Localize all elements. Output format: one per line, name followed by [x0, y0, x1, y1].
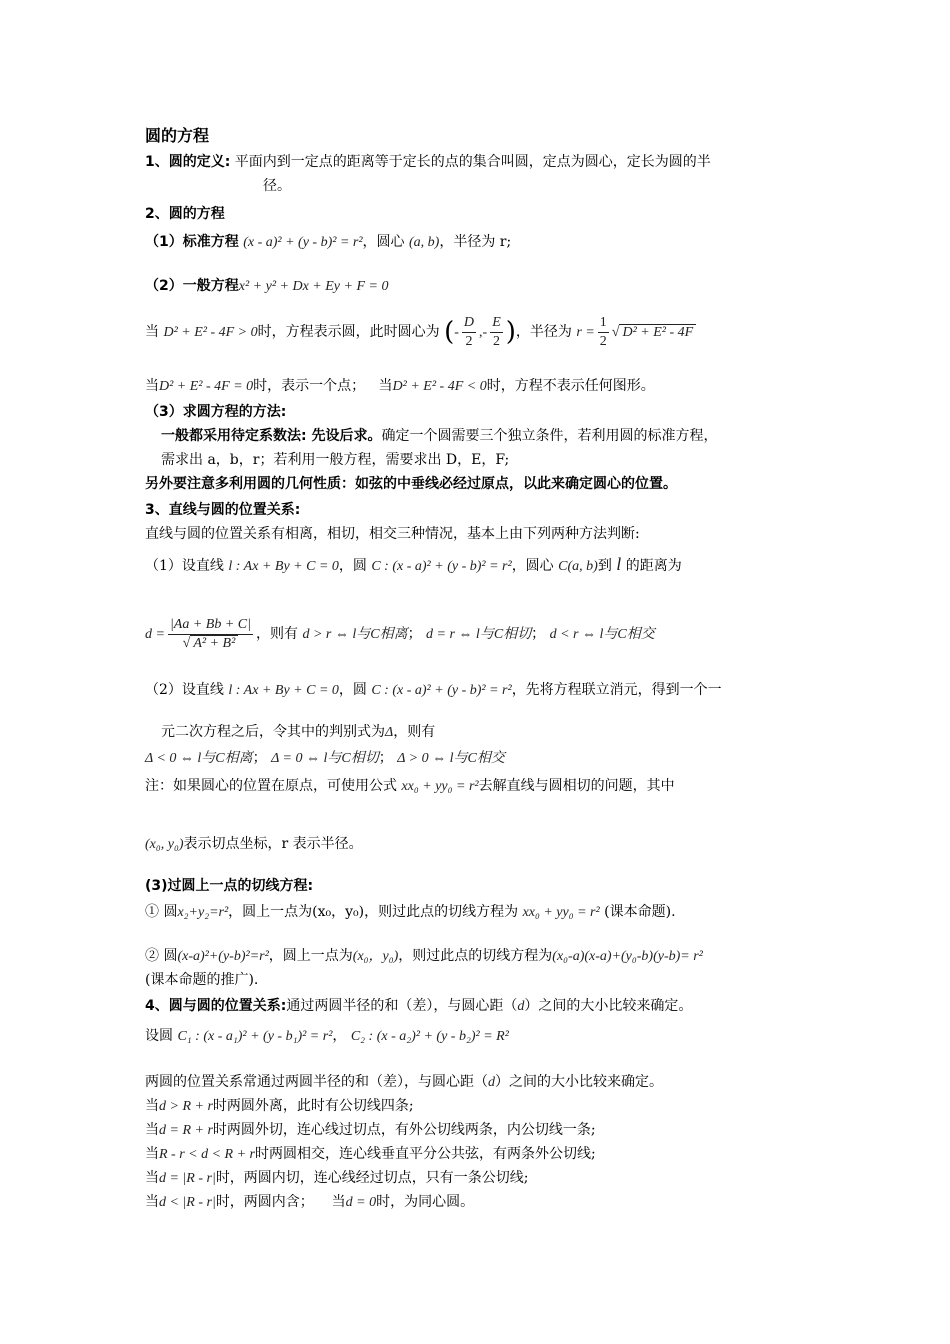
relation-paragraph-text: 两圆的位置关系常通过两圆半径的和（差），与圆心距（	[145, 1074, 488, 1090]
circle-equation: C : (x - a)² + (y - b)² = r²	[371, 559, 512, 574]
case-6-cond: d = 0	[345, 1195, 377, 1210]
definition-text-cont: 径。	[263, 178, 291, 194]
center-label-2: ，圆心	[511, 558, 554, 574]
discriminant-relations	[145, 748, 505, 769]
method-line	[161, 426, 717, 446]
case-internal-tangent	[145, 1168, 529, 1189]
frac-half	[598, 314, 609, 351]
tangent-2-circle: (x-a)²+(y-b)²=r²	[177, 949, 269, 964]
then-label-2: ，则有	[393, 724, 436, 740]
semi-5: ，	[332, 1028, 347, 1044]
case-separate	[145, 1096, 414, 1117]
discriminant-text: 元二次方程之后，令其中的判别式为	[161, 724, 385, 740]
paren-right: )	[505, 317, 516, 347]
tangent-1-equation: xx₀ + yy₀ = r²	[522, 905, 600, 920]
case-when: 当	[145, 1170, 159, 1186]
distance-label: 的距离为	[625, 558, 682, 574]
case-contained	[145, 1192, 474, 1213]
distance-den-sqrt: A² + B²	[190, 635, 238, 651]
tangent-2-point: (x₀，y₀)	[352, 949, 399, 964]
distance-den: √ A² + B²	[168, 635, 253, 653]
tangent-2-text-2: ，则过此点的切线方程为	[398, 948, 553, 964]
tangent-2-text: ，圆上一点为	[268, 948, 353, 964]
case-3-text: 时两圆相交，连心线垂直平分公共弦，有两条外公切线;	[255, 1146, 596, 1162]
method-2-text-cont	[161, 722, 435, 743]
relation-paragraph-d: d	[488, 1075, 495, 1090]
standard-equation-line	[145, 232, 511, 253]
case-2-cond: d = R + r	[159, 1123, 213, 1138]
circle-label-3: ，圆	[338, 682, 367, 698]
tangent-1-note: (课本命题).	[604, 904, 676, 920]
to-label: 到	[597, 558, 612, 574]
center-sep: ,-	[479, 325, 488, 340]
section-4-d: d	[517, 999, 525, 1014]
frac-d-den: 2	[465, 333, 473, 349]
method-1-line	[145, 554, 682, 577]
distance-formula-line	[145, 612, 655, 657]
half-num: 1	[598, 314, 609, 333]
case-1-text: 时两圆外离，此时有公切线四条;	[212, 1098, 414, 1114]
method-bold: 一般都采用待定系数法: 先设后求。	[161, 428, 382, 444]
geometry-note: 另外要注意多利用圆的几何性质：如弦的中垂线必经过原点，以此来确定圆心的位置。	[145, 476, 677, 492]
method-text-cont: 需求出 a，b，r；若利用一般方程，需要求出 D，E，F;	[161, 452, 510, 468]
case-1-cond: d > R + r	[159, 1099, 213, 1114]
section-1-heading: 1、圆的定义:	[145, 154, 231, 170]
case-when: 当	[331, 1194, 346, 1210]
case-when: 当	[145, 1146, 159, 1162]
section-3-heading: 3、直线与圆的位置关系:	[145, 502, 301, 518]
case-when: 当	[145, 1194, 159, 1210]
tangent-1-line	[145, 902, 676, 923]
tangent-2-equation: (x₀-a)(x-a)+(y₀-b)(y-b)= r²	[552, 949, 703, 964]
tangent-2-line	[145, 946, 703, 967]
case-4-cond: d = |R - r|	[159, 1171, 216, 1186]
case-4-text: 时，两圆内切，连心线经过切点，只有一条公切线;	[215, 1170, 529, 1186]
case-2-text: 时两圆外切，连心线过切点，有外公切线两条，内公切线一条;	[212, 1122, 596, 1138]
distance-num: |Aa + Bb + C|	[168, 616, 253, 635]
delta-symbol: Δ	[385, 725, 394, 740]
semi-3: ；	[252, 750, 267, 766]
delta-negative: Δ < 0 ⇔ l与C相离	[145, 751, 253, 766]
note-text-post: 去解直线与圆相切的问题，其中	[478, 778, 675, 794]
paren-left: (	[444, 317, 455, 347]
relation-paragraph	[145, 1072, 663, 1093]
line-equation-2: l : Ax + By + C = 0	[228, 683, 339, 698]
then-label: ，则有	[256, 626, 298, 642]
section-4-text-2: ）之间的大小比较来确定。	[524, 998, 693, 1014]
method-2-label: （2）设直线	[145, 682, 224, 698]
circle-c1: C₁ : (x - a₁)² + (y - b₁)² = r²	[177, 1029, 333, 1044]
definition-line	[145, 152, 711, 172]
half-den: 2	[599, 333, 607, 349]
case-6-text: 时，为同心圆。	[376, 1194, 475, 1210]
semi-1: ；	[407, 626, 422, 642]
case-5-text: 时，两圆内含；	[215, 1194, 314, 1210]
method-2-text: ，先将方程联立消元，得到一个一	[511, 682, 722, 698]
general-equation: x² + y² + Dx + Ey + F = 0	[238, 279, 389, 294]
condition-zero: D² + E² - 4F = 0	[159, 379, 254, 394]
line-equation: l : Ax + By + C = 0	[228, 559, 339, 574]
tangent-2-note: (课本命题的推广).	[145, 972, 259, 988]
general-label: （2）一般方程	[145, 278, 239, 294]
condition-negative-text: 时，方程不表示任何图形。	[486, 378, 655, 394]
note-line	[145, 776, 675, 797]
section-4-text: 通过两圆半径的和（差），与圆心距（	[286, 998, 518, 1014]
frac-d-num: D	[462, 314, 476, 333]
frac-e-den: 2	[492, 333, 500, 349]
method-heading: （3）求圆方程的方法:	[145, 404, 287, 420]
standard-equation: (x - a)² + (y - b)² = r²	[243, 235, 363, 250]
case-when: 当	[145, 1098, 159, 1114]
condition-point-line	[145, 376, 655, 397]
standard-label: （1）标准方程	[145, 234, 239, 250]
method-text: 确定一个圆需要三个独立条件，若利用圆的标准方程，	[381, 428, 718, 444]
case-when: 当	[145, 1122, 159, 1138]
tangent-1-circle: x₂+y₂=r²	[177, 905, 229, 920]
tangent-heading: (3)过圆上一点的切线方程:	[145, 878, 314, 894]
section-4-heading: 4、圆与圆的位置关系:	[145, 998, 287, 1014]
semi-2: ；	[531, 626, 546, 642]
center-label: ，圆心	[362, 234, 405, 250]
circles-definition-line	[145, 1026, 509, 1047]
relation-separate: d > r ⇔ l与C相离	[302, 627, 408, 642]
method-1-label: （1）设直线	[145, 558, 224, 574]
when-label: 当	[145, 324, 159, 340]
neg-sign: -	[454, 325, 459, 340]
frac-e-num: E	[490, 314, 503, 333]
circle-c2: C₂ : (x - a₂)² + (y - b₂)² = R²	[350, 1029, 509, 1044]
page-title: 圆的方程	[145, 126, 210, 145]
case-intersect	[145, 1144, 596, 1165]
semi-4: ；	[378, 750, 393, 766]
center-value: (a, b)	[409, 235, 440, 250]
relation-tangent: d = r ⇔ l与C相切	[426, 627, 532, 642]
section-2-heading: 2、圆的方程	[145, 206, 225, 222]
when-label-3: 当	[378, 378, 393, 394]
line-l: l	[616, 554, 622, 574]
condition-positive: D² + E² - 4F > 0	[163, 325, 258, 340]
center-c: C(a, b)	[558, 559, 598, 574]
delta-positive: Δ > 0 ⇔ l与C相交	[397, 751, 505, 766]
sqrt-sign: √	[611, 325, 620, 340]
circle-equation-2: C : (x - a)² + (y - b)² = r²	[371, 683, 512, 698]
note-formula: xx₀ + yy₀ = r²	[401, 779, 479, 794]
frac-d	[462, 314, 476, 351]
relation-intersect: d < r ⇔ l与C相交	[549, 627, 655, 642]
case-external-tangent	[145, 1120, 596, 1141]
radius-r: r =	[576, 325, 595, 340]
circle-label: ，圆	[338, 558, 367, 574]
section-4-line	[145, 996, 692, 1017]
section-3-intro: 直线与圆的位置关系有相离，相切，相交三种情况，基本上由下列两种方法判断:	[145, 526, 640, 542]
radius-sqrt: D² + E² - 4F	[619, 324, 696, 340]
note-text: 注：如果圆心的位置在原点，可使用公式	[145, 778, 397, 794]
delta-zero: Δ = 0 ⇔ l与C相切	[271, 751, 379, 766]
tangent-point-text: 表示切点坐标，r 表示半径。	[183, 836, 363, 852]
distance-fraction	[168, 616, 253, 653]
frac-e	[490, 314, 503, 351]
definition-text: 平面内到一定点的距离等于定长的点的集合叫圆，定点为圆心，定长为圆的半	[230, 154, 711, 170]
condition-circle-line	[145, 312, 696, 353]
tangent-1-text: ，圆上一点为(x₀，y₀)，则过此点的切线方程为	[228, 904, 519, 920]
tangent-2-label: ② 圆	[145, 948, 178, 964]
relation-paragraph-text-2: ）之间的大小比较来确定。	[495, 1074, 663, 1090]
condition-zero-text: 时，表示一个点；	[253, 378, 366, 394]
tangent-point-line	[145, 834, 363, 855]
tangent-point: (x₀, y₀)	[145, 837, 184, 852]
when-label-2: 当	[145, 378, 159, 394]
set-circle-label: 设圆	[145, 1028, 173, 1044]
d-eq: d =	[145, 627, 165, 642]
condition-negative: D² + E² - 4F < 0	[392, 379, 487, 394]
case-3-cond: R - r < d < R + r	[159, 1147, 256, 1162]
radius-label: ，半径为	[515, 324, 572, 340]
method-2-line	[145, 680, 722, 701]
radius-text: ，半径为 r;	[439, 234, 512, 250]
general-equation-line	[145, 276, 388, 297]
case-5-cond: d < |R - r|	[159, 1195, 216, 1210]
tangent-1-label: ① 圆	[145, 904, 178, 920]
condition-text: 时，方程表示圆，此时圆心为	[257, 324, 440, 340]
